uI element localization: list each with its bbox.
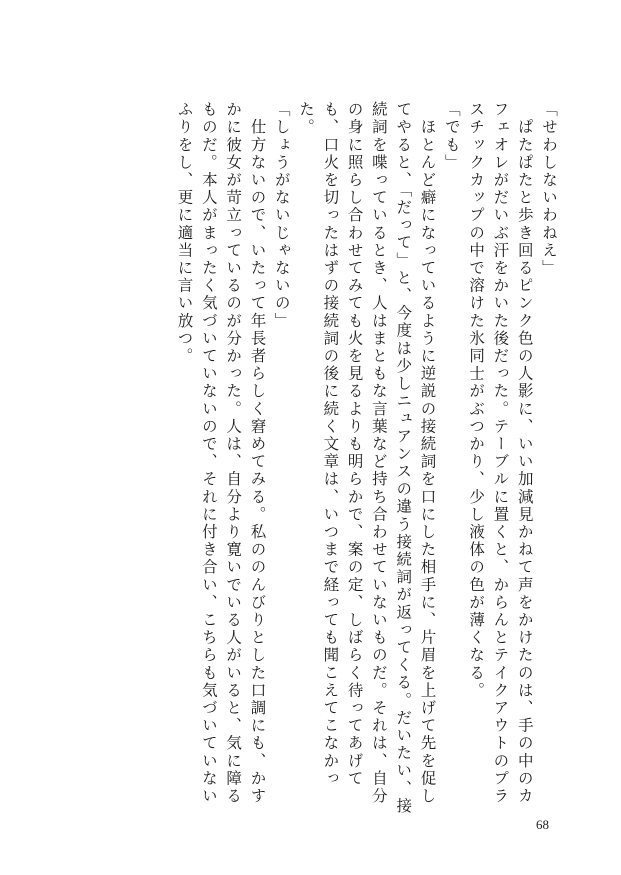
dialogue-line: 「せわしないわねえ」 bbox=[540, 101, 558, 277]
paragraph: 仕方ないので、いたって年長者らしく窘めてみる。私ののんびりとした口調にも、かすかに彼女が苛立っているのが分かった。人は、自分より寛いでいる人がいると、気に障るものだ。本人がまったく気づいていないので、それに付き合い、こちらも気づいていないふりをし、更に適当に言い放つ。 bbox=[175, 101, 267, 805]
page-number: 68 bbox=[536, 817, 549, 832]
dialogue-line: 「しょうがないじゃないの」 bbox=[272, 101, 291, 330]
paragraph: ほとんど癖になっているように逆説の接続詞を口にした相手に、片眉を上げて先を促してやると、「だって」と、今度は少しニュアンスの違う接続詞が返ってくる。だいたい、接続詞を喋っているとき、人はまともな言葉など持ち合わせていないものだ。それは、自分の身に照らし合わせてみても火を見るよりも明らかで、案の定、しばらく待ってあげても、口火を切ったはずの接続詞の後に続く文章は、いつまで経っても聞こえてこなかった。 bbox=[297, 101, 437, 815]
paragraph: ぱたぱたと歩き回るピンク色の人影に、いい加減見かねて声をかけたのは、手の中のカフェオレがだいぶ汗をかいた後だった。テーブルに置くと、からんとテイクアウトのプラスチックカップの中で溶けた氷同士がぶつかり、少し液体の色が薄くなる。 bbox=[467, 101, 534, 805]
dialogue-line: 「でも」 bbox=[442, 101, 461, 172]
body-text bbox=[172, 101, 561, 816]
